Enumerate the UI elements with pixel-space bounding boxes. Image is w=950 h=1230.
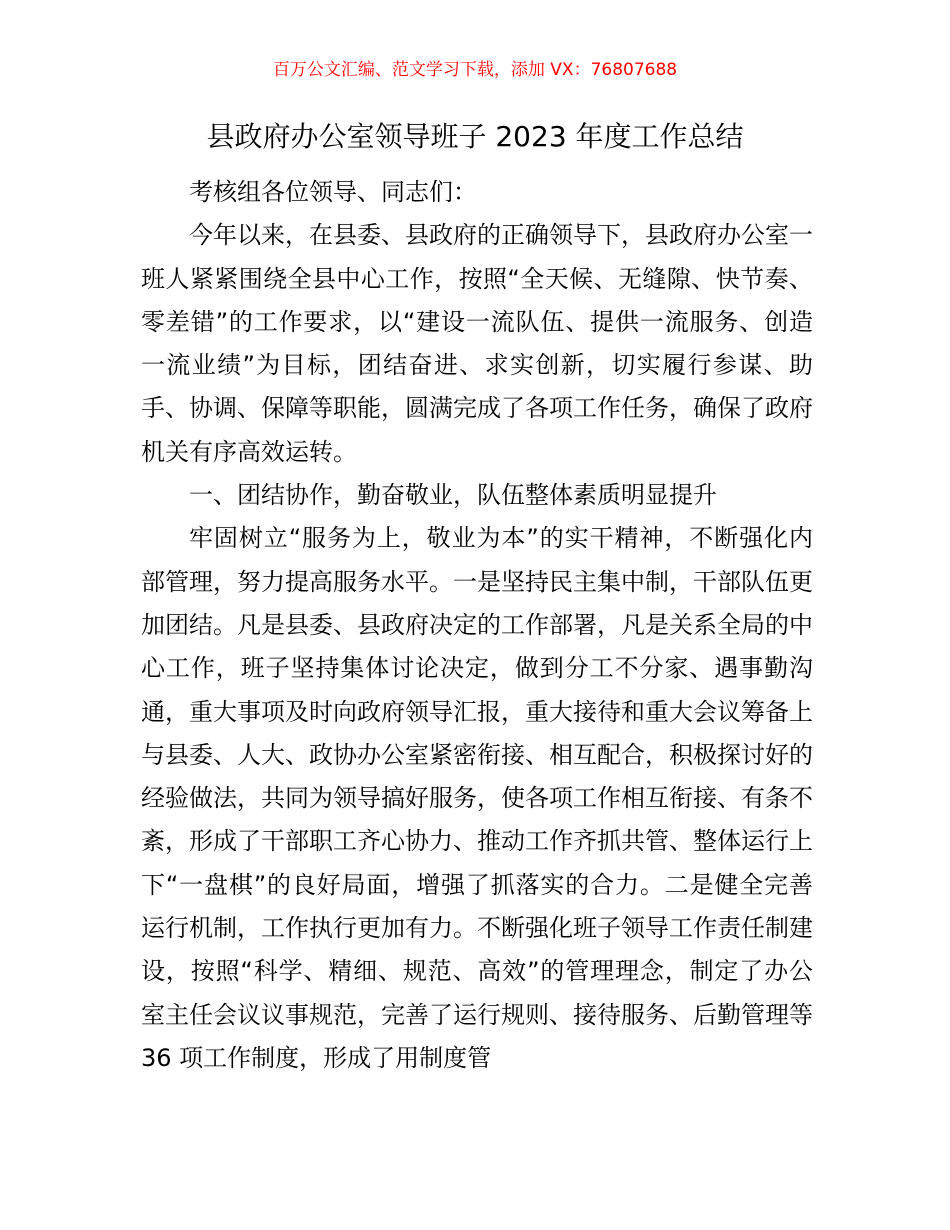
paragraph-intro: 今年以来，在县委、县政府的正确领导下，县政府办公室一班人紧紧围绕全县中心工作，按照“全天候、无缝隙、快节奏、零差错”的工作要求，以“建设一流队伍、提供一流服务、创造一流业绩”为目标，团结奋进、求实创新，切实履行参谋、助手、协调、保障等职能，圆满完成了各项工作任务，确保了政府机关有序高效运转。 bbox=[141, 221, 813, 466]
salutation: 考核组各位领导、同志们： bbox=[189, 178, 477, 206]
document-body bbox=[141, 171, 813, 1080]
document-title: 县政府办公室领导班子 2023 年度工作总结 bbox=[206, 120, 744, 153]
paragraph-section-1: 牢固树立“服务为上，敬业为本”的实干精神，不断强化内部管理，努力提高服务水平。一是坚持民主集中制，干部队伍更加团结。凡是县委、县政府决定的工作部署，凡是关系全局的中心工作，班子坚持集体讨论决定，做到分工不分家、遇事勤沟通，重大事项及时向政府领导汇报，重大接待和重大会议筹备上与县委、人大、政协办公室紧密衔接、相互配合，积极探讨好的经验做法，共同为领导搞好服务，使各项工作相互衔接、有条不紊，形成了干部职工齐心协力、推动工作齐抓共管、整体运行上下“一盘棋”的良好局面，增强了抓落实的合力。二是健全完善运行机制，工作执行更加有力。不断强化班子领导工作责任制建设，按照“科学、精细、规范、高效”的管理理念，制定了办公室主任会议议事规范，完善了运行规则、接待服务、后勤管理等 36 项工作制度，形成了用制度管 bbox=[141, 524, 813, 1072]
section-heading-1: 一、团结协作，勤奋敬业，队伍整体素质明显提升 bbox=[189, 481, 717, 510]
watermark-header: 百万公文汇编、范文学习下载，添加 VX：76807688 bbox=[272, 60, 678, 80]
